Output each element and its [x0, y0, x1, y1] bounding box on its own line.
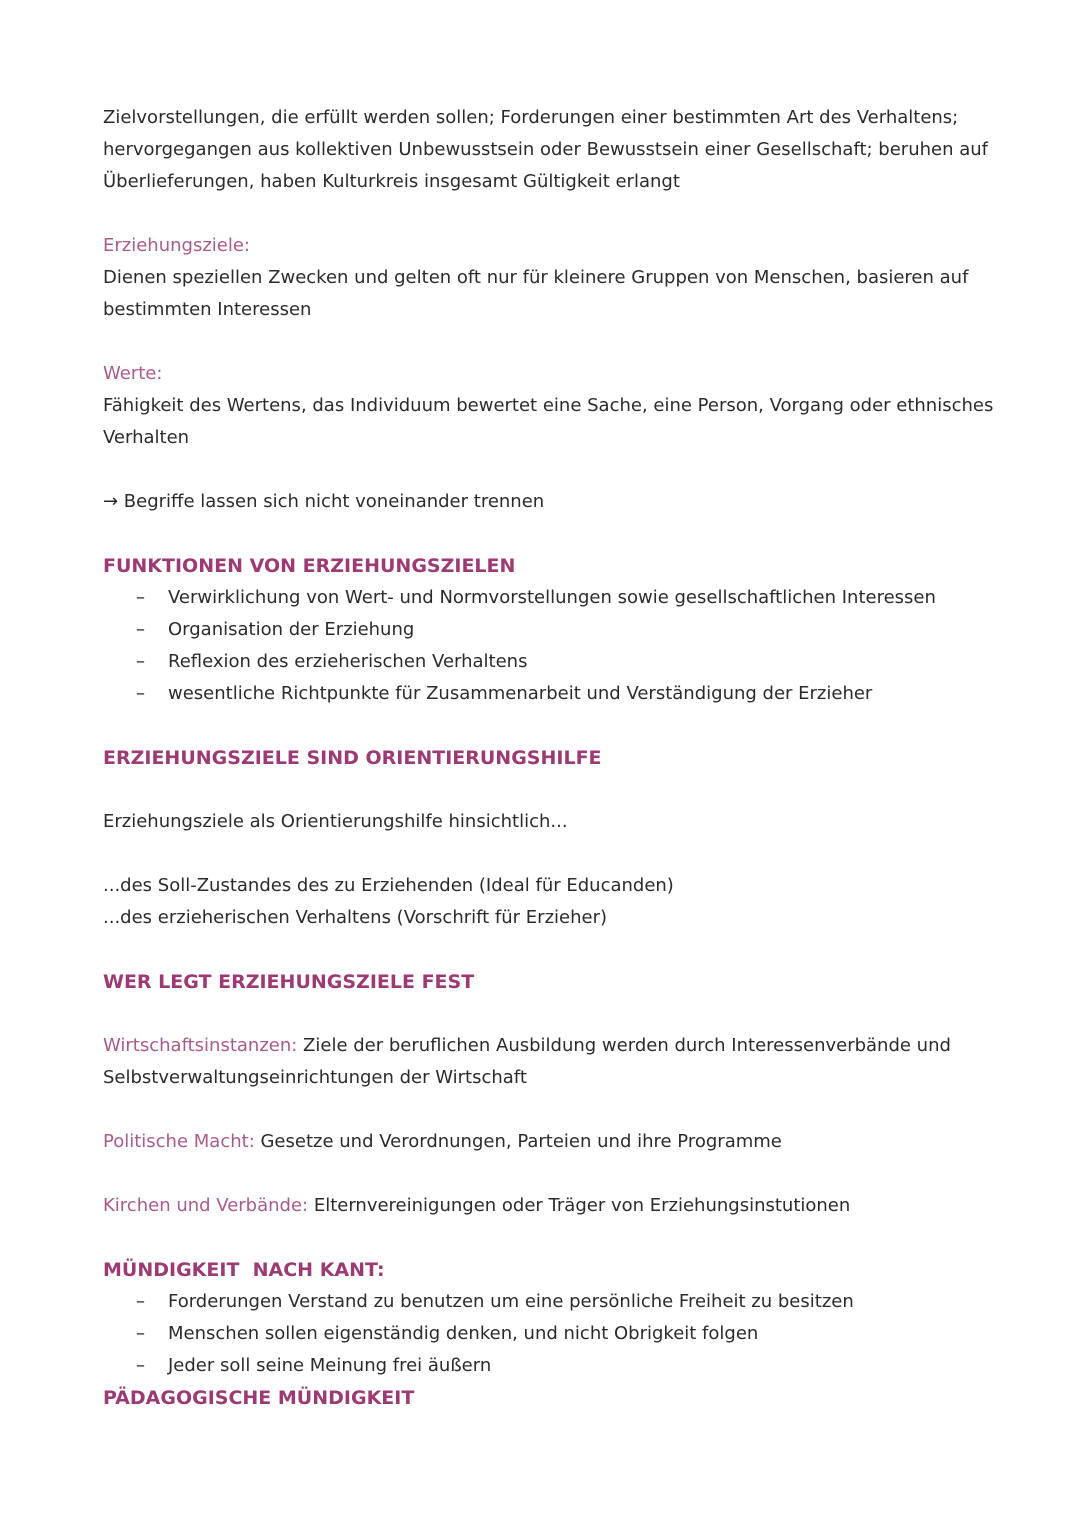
spacer [103, 1094, 1003, 1126]
list-item: – Verwirklichung von Wert- und Normvorstellungen sowie gesellschaftlichen Interessen [103, 582, 1003, 614]
spacer [103, 774, 1003, 806]
dash-bullet: – [136, 1355, 145, 1376]
politik-line: Politische Macht: Gesetze und Verordnungen, Parteien und ihre Programme [103, 1131, 782, 1152]
werte-line-2: Verhalten [103, 427, 190, 448]
werte-term: Werte: [103, 363, 163, 384]
list-item: – Reflexion des erzieherischen Verhaltens [103, 646, 1003, 678]
wirtschaft-line-2: Selbstverwaltungseinrichtungen der Wirtschaft [103, 1067, 527, 1088]
kant-heading: MÜNDIGKEIT NACH KANT: [103, 1259, 385, 1281]
spacer [103, 518, 1003, 550]
intro-line-3: Überlieferungen, haben Kulturkreis insgesamt Gültigkeit erlangt [103, 171, 680, 192]
intro-line-2: hervorgegangen aus kollektiven Unbewusstsein oder Bewusstsein einer Gesellschaft; beruhen auf [103, 139, 988, 160]
spacer [103, 326, 1003, 358]
dash-bullet: – [136, 619, 145, 640]
dash-bullet: – [136, 651, 145, 672]
spacer [103, 934, 1003, 966]
list-item: – Organisation der Erziehung [103, 614, 1003, 646]
kirchen-line: Kirchen und Verbände: Elternvereinigungen oder Träger von Erziehungsinstutionen [103, 1195, 851, 1216]
spacer [103, 1158, 1003, 1190]
dash-bullet: – [136, 683, 145, 704]
erziehungsziele-term: Erziehungsziele: [103, 235, 250, 256]
dash-bullet: – [136, 587, 145, 608]
festlegung-heading: WER LEGT ERZIEHUNGSZIELE FEST [103, 971, 475, 993]
orientierung-lead: Erziehungsziele als Orientierungshilfe hinsichtlich... [103, 811, 568, 832]
list-item: – Forderungen Verstand zu benutzen um eine persönliche Freiheit zu besitzen [103, 1286, 1003, 1318]
erziehungsziele-line-2: bestimmten Interessen [103, 299, 312, 320]
dash-bullet: – [136, 1323, 145, 1344]
orientierung-line-2: ...des erzieherischen Verhaltens (Vorschrift für Erzieher) [103, 907, 607, 928]
orientierung-heading: ERZIEHUNGSZIELE SIND ORIENTIERUNGSHILFE [103, 747, 602, 769]
document-page [103, 102, 1003, 1414]
kirchen-term: Kirchen und Verbände: [103, 1195, 309, 1216]
kant-list [103, 1286, 1003, 1382]
spacer [103, 710, 1003, 742]
politik-term: Politische Macht: [103, 1131, 255, 1152]
spacer [103, 454, 1003, 486]
spacer [103, 838, 1003, 870]
paedagogisch-heading: PÄDAGOGISCHE MÜNDIGKEIT [103, 1387, 415, 1409]
conclusion-line: → Begriffe lassen sich nicht voneinander trennen [103, 491, 545, 512]
spacer [103, 998, 1003, 1030]
funktionen-heading: FUNKTIONEN VON ERZIEHUNGSZIELEN [103, 555, 516, 577]
list-item: – wesentliche Richtpunkte für Zusammenarbeit und Verständigung der Erzieher [103, 678, 1003, 710]
spacer [103, 198, 1003, 230]
wirtschaft-line-1: Wirtschaftsinstanzen: Ziele der beruflichen Ausbildung werden durch Interessenverbände und [103, 1035, 951, 1056]
erziehungsziele-line-1: Dienen speziellen Zwecken und gelten oft nur für kleinere Gruppen von Menschen, basieren auf [103, 267, 969, 288]
werte-line-1: Fähigkeit des Wertens, das Individuum bewertet eine Sache, eine Person, Vorgang oder ethnisches [103, 395, 994, 416]
list-item: – Menschen sollen eigenständig denken, und nicht Obrigkeit folgen [103, 1318, 1003, 1350]
orientierung-line-1: ...des Soll-Zustandes des zu Erziehenden (Ideal für Educanden) [103, 875, 674, 896]
wirtschaft-term: Wirtschaftsinstanzen: [103, 1035, 298, 1056]
intro-line-1: Zielvorstellungen, die erfüllt werden sollen; Forderungen einer bestimmten Art des Verhaltens; [103, 107, 959, 128]
spacer [103, 1222, 1003, 1254]
dash-bullet: – [136, 1291, 145, 1312]
funktionen-list [103, 582, 1003, 710]
list-item: – Jeder soll seine Meinung frei äußern [103, 1350, 1003, 1382]
